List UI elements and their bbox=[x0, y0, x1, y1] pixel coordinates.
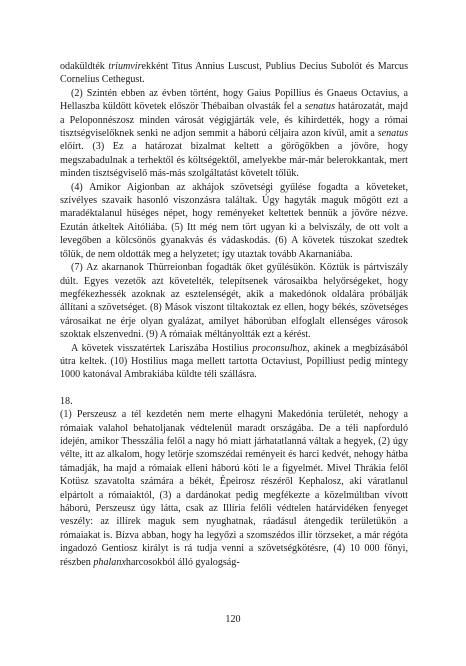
italic-term: senatus bbox=[304, 101, 335, 113]
page-number: 120 bbox=[225, 614, 241, 625]
text-run: (7) Az akarnanok Thürreionban fogadták őket gyűlésükön. Köztük is pártviszály dúlt. Egyes vezetők azt követelték, telepítsenek városaikba helyőrségeket, hogy megfékezhessék azoknak az esztelenségét, akik a makedónok oldalára próbálják állítani a szövetséget. (8) Mások viszont tiltakoztak ez ellen, hogy békés, szövetséges városaikat ne érje olyan gyalázat, amilyet háborúban elfoglalt ellenséges városok szoktak elszenvedni. (9) A rómaiak méltányoltták ezt a kérést. bbox=[60, 262, 408, 341]
italic-term: proconsul bbox=[252, 342, 293, 354]
text-run: 18. bbox=[60, 395, 73, 407]
text-run: odaküldték bbox=[60, 61, 109, 72]
text-run: határozatát, majd a Peloponnészosz minden városát végigjárták vele, és kihirdették, hogy a római tisztségviselőknek senki ne adjon semmit a háború céljaira azon kívül, amit a bbox=[60, 101, 408, 140]
paragraph bbox=[60, 342, 408, 382]
text-run: (2) Szintén ebben az évben történt, hogy Gaius Popillius és Gnaeus Octavius, a Hellaszba küldött követek először Thébaiban olvasták fel a bbox=[60, 87, 408, 113]
text-run: A követek visszatértek Lariszába Hostilius bbox=[71, 342, 253, 354]
italic-term: senatus bbox=[377, 128, 408, 140]
text-run: ekként Titus Annius Luscust, Publius Decius Subolót és Marcus Cornelius Cethegust. bbox=[60, 61, 408, 86]
text-run: (4) Amikor Aigionban az akhájok szövetségi gyűlése fogadta a követeket, szívélyes szavaik hasonló viszonzásra találtak. Úgy hagyták maguk mögött ezt a maradéktalanul hűséges népet, hogy reményeket keltettek bennük a jövőre nézve. Ezután átkeltek Aitóliába. (5) Itt még nem tört ugyan ki a belviszály, de ott volt a levegőben a kölcsönös gyanakvás és vádaskodás. (6) A követek túszokat szedtek tőlük, de nem oldották meg a helyzetet; így utaztak tovább Akarnaniába. bbox=[60, 181, 408, 260]
italic-term: phalanx bbox=[93, 556, 126, 568]
italic-term: triumvir bbox=[108, 61, 142, 72]
body-text bbox=[60, 60, 408, 569]
section-number bbox=[60, 395, 408, 408]
paragraph bbox=[60, 60, 408, 87]
paragraph bbox=[60, 181, 408, 261]
paragraph bbox=[60, 261, 408, 341]
text-run: (1) Perszeusz a tél kezdetén nem merte elhagyni Makedónia területét, nehogy a rómaiak valahol behatoljanak védtelenül maradt országába. De a téli napforduló idején, amikor Thesszália felől a nagy hó miatt járhatatlanná váltak a hegyek, (2) úgy vélte, itt az alkalom, hogy letörje szomszédai reményeit és harci kedvét, nehogy hátba támadják, ha majd a rómaiak elleni háború köti le a figyelmét. Mivel Thrákia felől Kotüsz szavatolta számára a békét, Épeirosz részéről Kephalosz, aki váratlanul elpártolt a rómaiaktól, (3) a dardánokat pedig megfékezte a közelmúltban vívott háború, Perszeusz úgy látta, csak az Illíria felőli védtelen határvidéken fenyeget veszély: az illírek maguk sem nyughatnak, ráadásul átengedik területükön a rómaiakat is. Bízva abban, hogy ha legyőzi a szomszédos illír törzseket, a már régóta ingadozó Gentiosz királyt is rá tudja venni a szövetségkötésre, (4) 10 000 főnyi, részben bbox=[60, 409, 408, 568]
paragraph bbox=[60, 87, 408, 181]
paragraph bbox=[60, 408, 408, 569]
text-run: hoz, akinek a megbízásából útra keltek. (10) Hostilius maga mellett tartotta Octaviust, Popilliust pedig mintegy 1000 katonával Ambrakiába küldte téli szállásra. bbox=[60, 342, 408, 381]
text-run: előírt. (3) Ez a határozat bizalmat keltett a görögökben a jövőre, hogy megszabadulnak a terhektől és költségektől, amelyekbe már-már belerokkantak, mert minden tisztségviselő más-más szolgáltatást követelt tőlük. bbox=[60, 141, 408, 180]
text-run: harcosokból álló gyalogság- bbox=[125, 556, 240, 568]
